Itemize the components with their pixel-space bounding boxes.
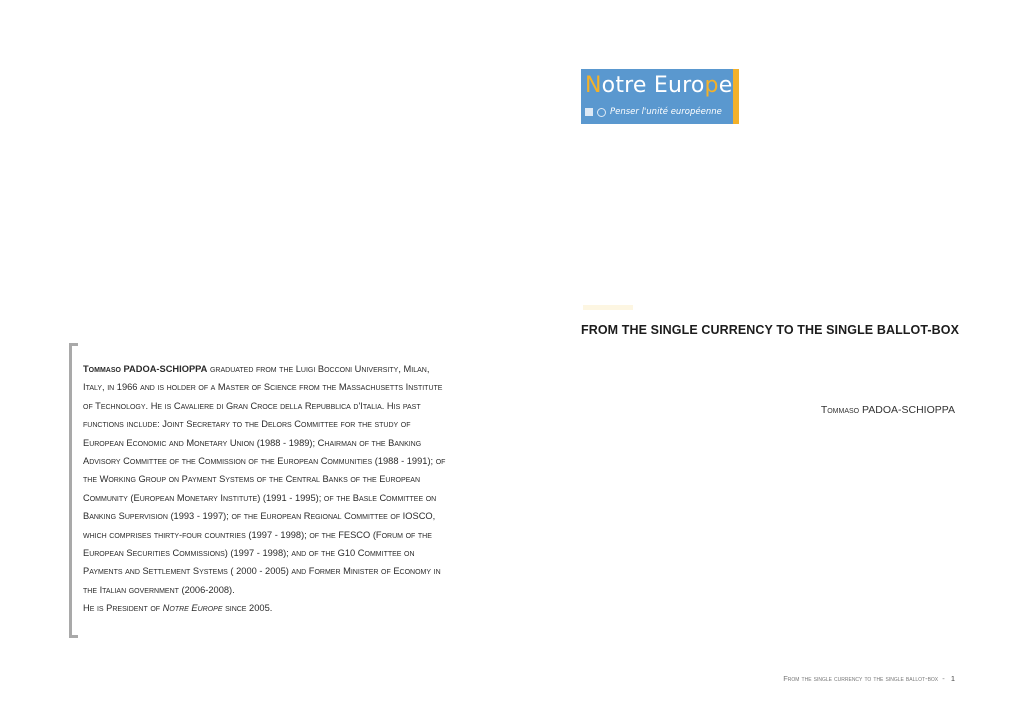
title-accent-bar <box>583 305 633 310</box>
bio-president-post: since 2005. <box>222 603 273 614</box>
bio-name: Tommaso PADOA-SCHIOPPA <box>83 364 208 374</box>
document-title: FROM THE SINGLE CURRENCY TO THE SINGLE BALLOT-BOX <box>581 323 960 337</box>
bio-president-line <box>83 599 453 617</box>
logo-title-end: e <box>718 73 733 98</box>
circle-icon <box>597 108 606 117</box>
footer-separator: - <box>942 674 945 683</box>
logo-title <box>585 73 732 98</box>
logo-accent-stripe <box>733 69 739 124</box>
logo-title-n: N <box>585 73 602 98</box>
bio-bracket <box>69 343 78 638</box>
document-author: Tommaso PADOA-SCHIOPPA <box>820 404 955 416</box>
logo-tagline-row <box>585 107 722 117</box>
author-bio <box>83 360 453 618</box>
bio-president-org: Notre Europe <box>162 603 223 614</box>
bio-president-pre: He is President of <box>83 603 163 614</box>
bio-paragraph <box>83 360 453 599</box>
page-footer <box>783 674 955 683</box>
footer-title: From the single currency to the single ballot-box <box>783 674 939 683</box>
bio-text: graduated from the Luigi Bocconi University, Milan, Italy, in 1966 and is holder of a Master of Science from the Massachusetts Institute of Technology. He is Cavaliere di Gran Croce della Repubblica d'Italia. His past functions include: Joint Secretary to the Delors Committee for the study of European Economic and Monetary Union (1988 - 1989); Chairman of the Banking Advisory Committee of the Commission of the European Communities (1988 - 1991); of the Working Group on Payment Systems of the Central Banks of the European Community (European Monetary Institute) (1991 - 1995); of the Basle Committee on Banking Supervision (1993 - 1997); of the European Regional Committee of IOSCO, which comprises thirty-four countries (1997 - 1998); of the FESCO (Forum of the European Securities Commissions) (1997 - 1998); and of the G10 Committee on Payments and Settlement Systems ( 2000 - 2005) and Former Minister of Economy in the Italian government (2006-2008). <box>83 364 446 595</box>
logo-title-p: p <box>704 73 719 98</box>
square-icon <box>585 108 593 116</box>
page-number: 1 <box>950 674 955 683</box>
notre-europe-logo <box>581 69 739 124</box>
logo-title-main: otre Euro <box>601 73 705 98</box>
logo-tagline: Penser l'unité européenne <box>610 107 722 117</box>
